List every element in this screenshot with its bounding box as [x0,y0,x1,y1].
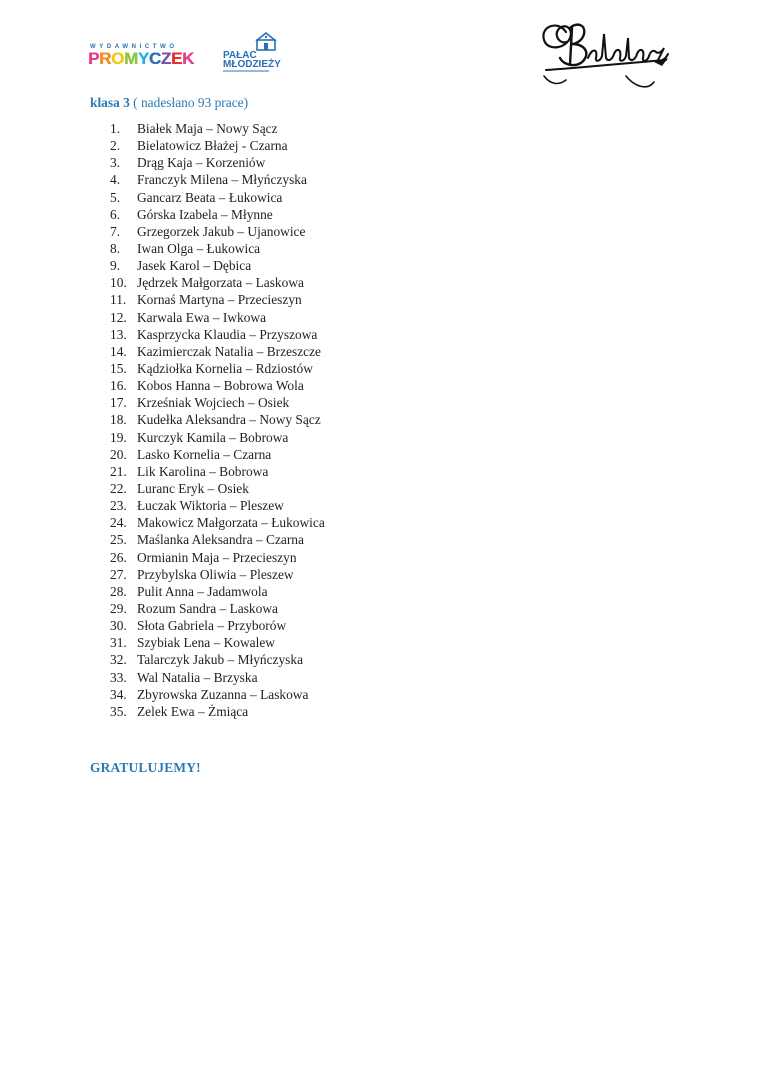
bakalarz-wordmark-graphic [536,14,676,96]
promyczek-logo [88,44,206,70]
list-item [110,703,325,720]
list-item [110,326,325,343]
list-item-name: Franczyk Milena – Młyńczyska [137,172,307,188]
list-item-name: Talarczyk Jakub – Młyńczyska [137,652,304,668]
list-item-number: 6. [110,206,121,222]
list-item-name: Ormianin Maja – Przecieszyn [137,549,297,565]
palace-icon [253,32,279,52]
list-item-name: Gancarz Beata – Łukowica [137,189,283,205]
list-item-number: 22. [110,480,127,496]
list-item [110,651,325,668]
list-item-number: 18. [110,412,127,428]
list-item [110,411,325,428]
submissions-note: ( nadesłano 93 prace) [133,95,249,110]
list-item-number: 25. [110,532,127,548]
list-item-number: 13. [110,326,127,342]
list-item [110,686,325,703]
list-item-number: 8. [110,240,121,256]
list-item-name: Zelek Ewa – Żmiąca [137,703,249,719]
list-item-number: 34. [110,686,127,702]
class-label: klasa 3 [90,95,130,110]
list-item [110,206,325,223]
list-item-name: Jędrzek Małgorzata – Laskowa [137,275,304,291]
promyczek-letter: Z [160,49,171,68]
list-item-name: Łuczak Wiktoria – Pleszew [137,498,284,514]
list-item-name: Zbyrowska Zuzanna – Laskowa [137,686,309,702]
winners-list [110,120,325,720]
list-item [110,634,325,651]
list-item [110,274,325,291]
list-item-name: Kobos Hanna – Bobrowa Wola [137,378,304,394]
palac-mlodziezy-logo [223,32,285,72]
list-item-name: Drąg Kaja – Korzeniów [137,155,266,171]
list-item [110,291,325,308]
list-item-number: 31. [110,635,127,651]
list-item-name: Rozum Sandra – Laskowa [137,600,278,616]
list-item-number: 23. [110,498,127,514]
list-item-name: Krześniak Wojciech – Osiek [137,395,290,411]
list-item [110,463,325,480]
promyczek-letter: K [182,49,194,68]
list-item-number: 2. [110,138,121,154]
promyczek-letter: Y [137,49,149,68]
promyczek-letter: M [123,49,138,68]
list-item-number: 19. [110,429,127,445]
promyczek-letter: O [111,49,124,68]
list-item [110,394,325,411]
list-item-name: Przybylska Oliwia – Pleszew [137,566,294,582]
list-item [110,531,325,548]
list-item [110,583,325,600]
list-item-number: 21. [110,463,127,479]
list-item-name: Słota Gabriela – Przyborów [137,618,287,634]
list-item [110,669,325,686]
list-item-number: 27. [110,566,127,582]
list-item [110,240,325,257]
list-item-number: 16. [110,378,127,394]
list-item [110,171,325,188]
list-item-number: 10. [110,275,127,291]
list-item [110,566,325,583]
promyczek-tagline: WYDAWNICTWO [90,44,178,50]
list-item-number: 15. [110,360,127,376]
promyczek-wordmark [88,49,194,69]
list-item [110,480,325,497]
list-item-name: Grzegorzek Jakub – Ujanowice [137,223,306,239]
congratulations-text: GRATULUJEMY! [90,760,201,775]
list-item-number: 14. [110,343,127,359]
list-item-name: Kazimierczak Natalia – Brzeszcze [137,343,322,359]
list-item-number: 30. [110,618,127,634]
list-item-number: 24. [110,515,127,531]
class-heading [90,94,248,112]
list-item-number: 32. [110,652,127,668]
list-item [110,600,325,617]
list-item [110,223,325,240]
list-item-number: 11. [110,292,127,308]
list-item [110,309,325,326]
list-item-number: 7. [110,223,121,239]
list-item [110,377,325,394]
list-item-name: Kasprzycka Klaudia – Przyszowa [137,326,318,342]
palac-line2: MŁODZIEŻY [223,59,281,70]
list-item [110,497,325,514]
list-item-number: 28. [110,583,127,599]
list-item-number: 12. [110,309,127,325]
list-item [110,429,325,446]
list-item-name: Kądziołka Kornelia – Rdziostów [137,360,313,376]
list-item-number: 4. [110,172,121,188]
list-item [110,514,325,531]
list-item-number: 35. [110,703,127,719]
palac-underline [223,70,269,72]
list-item [110,360,325,377]
list-item [110,257,325,274]
list-item-name: Jasek Karol – Dębica [137,258,252,274]
list-item-name: Karwala Ewa – Iwkowa [137,309,267,325]
list-item [110,137,325,154]
list-item-name: Lik Karolina – Bobrowa [137,463,269,479]
list-item-number: 9. [110,258,121,274]
list-item-number: 1. [110,121,121,136]
list-item-name: Bielatowicz Błażej - Czarna [137,138,288,154]
list-item [110,617,325,634]
list-item-name: Iwan Olga – Łukowica [137,240,261,256]
palac-line1: PAŁAC [223,50,257,61]
list-item-number: 17. [110,395,127,411]
list-item [110,120,325,137]
bakalarz-logo [536,14,676,96]
list-item-name: Kurczyk Kamila – Bobrowa [137,429,289,445]
promyczek-letter: C [148,49,161,68]
list-item-name: Szybiak Lena – Kowalew [137,635,275,651]
list-item [110,189,325,206]
promyczek-letter: R [99,49,112,68]
list-item-name: Luranc Eryk – Osiek [137,480,249,496]
list-item-number: 3. [110,155,121,171]
list-item-name: Pulit Anna – Jadamwola [137,583,268,599]
list-item-name: Białek Maja – Nowy Sącz [137,121,278,136]
list-item-name: Kudełka Aleksandra – Nowy Sącz [137,412,321,428]
list-item [110,154,325,171]
promyczek-letter: P [88,49,100,68]
list-item [110,343,325,360]
list-item-name: Makowicz Małgorzata – Łukowica [137,515,325,531]
list-item [110,549,325,566]
list-item-number: 33. [110,669,127,685]
list-item-name: Lasko Kornelia – Czarna [137,446,272,462]
list-item-number: 20. [110,446,127,462]
list-item-number: 26. [110,549,127,565]
list-item-name: Wal Natalia – Brzyska [137,669,258,685]
list-item [110,446,325,463]
list-item-number: 29. [110,600,127,616]
list-item-name: Maślanka Aleksandra – Czarna [137,532,304,548]
list-item-name: Górska Izabela – Młynne [137,206,273,222]
promyczek-letter: E [170,49,183,68]
list-item-name: Kornaś Martyna – Przecieszyn [137,292,302,308]
list-item-number: 5. [110,189,121,205]
